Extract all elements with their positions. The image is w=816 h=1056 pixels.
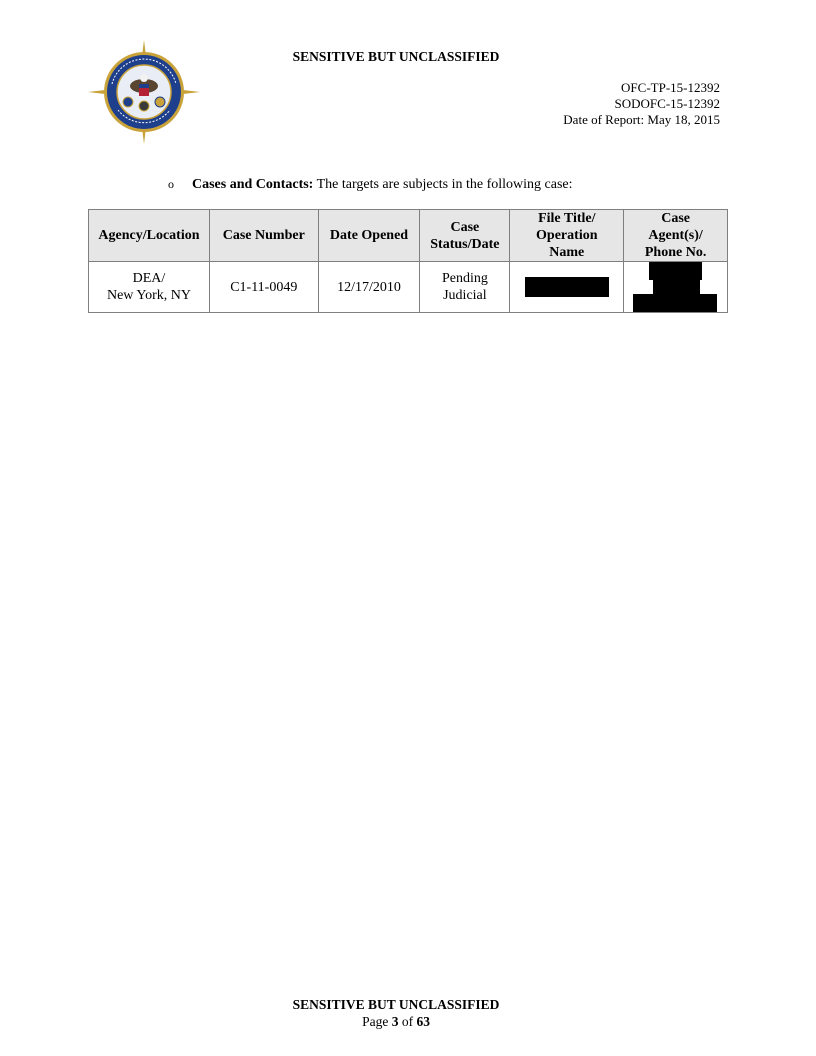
classification-footer: SENSITIVE BUT UNCLASSIFIED <box>292 997 500 1012</box>
cell-case-number: C1-11-0049 <box>209 262 318 313</box>
cell-file-title <box>510 262 624 313</box>
redaction-block <box>525 277 609 297</box>
page-footer <box>0 996 792 1030</box>
header-case-status: Case Status/Date <box>420 210 510 262</box>
header-case-number: Case Number <box>209 210 318 262</box>
cases-table <box>88 209 728 313</box>
page-number: Page 3 of 63 <box>362 1014 430 1029</box>
header-date-opened: Date Opened <box>318 210 420 262</box>
table-header-row <box>89 210 728 262</box>
report-date: Date of Report: May 18, 2015 <box>563 112 720 127</box>
header-case-agent: Case Agent(s)/ Phone No. <box>624 210 728 262</box>
report-reference-block <box>563 80 720 128</box>
section-heading: Cases and Contacts: <box>192 177 314 192</box>
redaction-block <box>624 262 727 312</box>
section-text: The targets are subjects in the following case: <box>313 177 573 192</box>
classification-header: SENSITIVE BUT UNCLASSIFIED <box>292 49 500 64</box>
table-row <box>89 262 728 313</box>
cell-agency-location: DEA/ New York, NY <box>89 262 210 313</box>
tracking-number: OFC-TP-15-12392 <box>621 80 720 95</box>
sod-tracking-number: SODOFC-15-12392 <box>614 96 720 111</box>
header-file-title: File Title/ Operation Name <box>510 210 624 262</box>
cases-contacts-bullet <box>168 177 573 193</box>
cell-case-agent <box>624 262 728 313</box>
cell-date-opened: 12/17/2010 <box>318 262 420 313</box>
bullet-icon: o <box>168 177 174 191</box>
ocdetf-fusion-center-seal <box>88 40 200 144</box>
cell-case-status: Pending Judicial <box>420 262 510 313</box>
header-agency-location: Agency/Location <box>89 210 210 262</box>
